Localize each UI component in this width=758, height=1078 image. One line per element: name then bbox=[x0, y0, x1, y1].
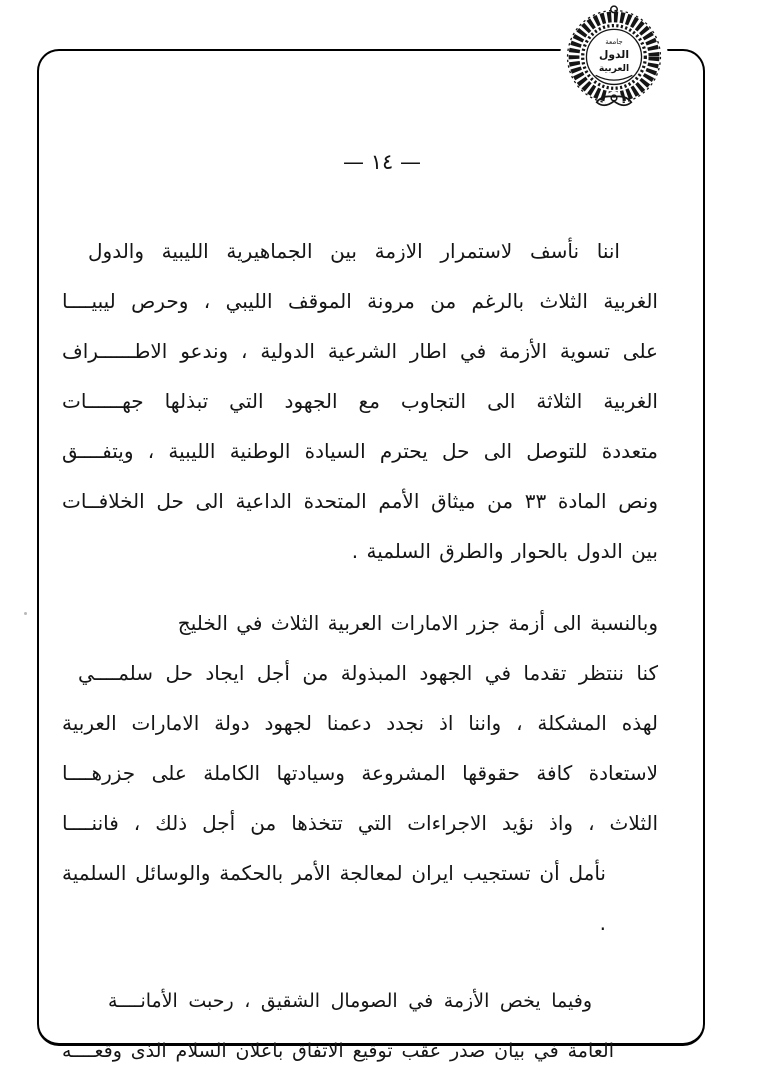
text-line: كنا ننتظر تقدما في الجهود المبذولة من أجل ايجاد حل سلمــــي bbox=[78, 661, 658, 685]
text-line: لاستعادة كافة حقوقها المشروعة وسيادتها الكاملة على جزرهــــا bbox=[62, 761, 658, 785]
paragraph-libya-crisis bbox=[62, 226, 658, 576]
text-line: على تسوية الأزمة في اطار الشرعية الدولية ، وندعو الاطــــــراف bbox=[62, 339, 658, 363]
text-line: الغربية الثلاثة الى التجاوب مع الجهود التي تبذلها جهــــــات bbox=[62, 389, 658, 413]
paragraph-somalia-crisis bbox=[62, 976, 658, 1076]
document-body bbox=[62, 226, 658, 1076]
text-line: وفيما يخص الأزمة في الصومال الشقيق ، رحبت الأمانــــة bbox=[108, 990, 592, 1012]
page-number: — ١٤ — bbox=[343, 150, 421, 174]
text-line: الثلاث ، واذ نؤيد الاجراءات التي تتخذها من أجل ذلك ، فاننــــا bbox=[62, 811, 658, 835]
text-line: وبالنسبة الى أزمة جزر الامارات العربية الثلاث في الخليج bbox=[177, 611, 658, 635]
text-line: ونص المادة ٣٣ من ميثاق الأمم المتحدة الداعية الى حل الخلافــات bbox=[62, 489, 658, 513]
text-line: الغربية الثلاث بالرغم من مرونة الموقف الليبي ، وحرص ليبيــــا bbox=[62, 289, 658, 313]
text-line: متعددة للتوصل الى حل يحترم السيادة الوطنية الليبية ، ويتفــــق bbox=[62, 439, 658, 463]
text-line: نأمل أن تستجيب ايران لمعالجة الأمر بالحكمة والوسائل السلمية . bbox=[62, 861, 606, 935]
text-line: اننا نأسف لاستمرار الازمة بين الجماهيرية الليبية والدول bbox=[88, 239, 620, 263]
scan-speckle bbox=[24, 612, 27, 615]
arab-league-seal-icon bbox=[560, 4, 668, 112]
paragraph-uae-islands bbox=[62, 598, 658, 948]
seal-text-mid: الدول bbox=[598, 48, 630, 61]
text-line: بين الدول بالحوار والطرق السلمية . bbox=[351, 539, 658, 563]
text-line: لهذه المشكلة ، واننا اذ نجدد دعمنا لجهود دولة الامارات العربية bbox=[62, 711, 658, 735]
seal-text-bottom: العربية bbox=[598, 62, 630, 74]
arab-league-seal-svg bbox=[560, 4, 668, 112]
text-line: العامة في بيان صدر عقب توقيع الاتفاق باعلان السلام الذى وقعــــه bbox=[62, 1040, 614, 1062]
seal-text-top: جامعة bbox=[605, 36, 623, 46]
